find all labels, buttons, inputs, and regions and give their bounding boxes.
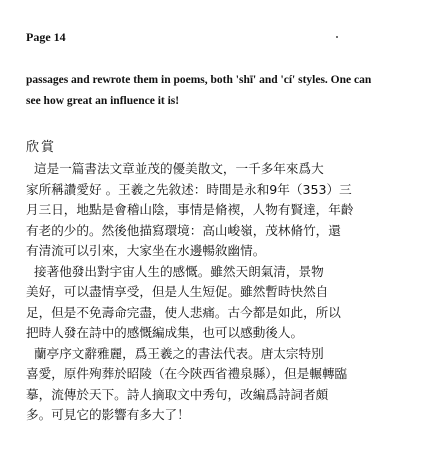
page-number: Page 14 [26,30,66,44]
paragraph-1-line: 這是一篇書法文章並茂的優美散文，一千多年來爲大 [34,161,324,176]
section-title: 欣賞 [26,140,57,155]
paragraph-2-line: 足，但是不免壽命完盡，使人悲痛。古今都是如此，所以 [26,304,341,320]
paragraph-1-line: 有清流可以引來，大家坐在水邊暢敘幽情。 [26,243,266,258]
paragraph-3-line: 摹，流傳於天下。詩人摘取文中秀句，改編爲詩詞者頗 [26,386,329,402]
paragraph-1-line: 月三日，地點是會稽山陰，事情是脩禊，人物有賢達，年齡 [26,202,354,217]
paragraph-3-line: 多。可見它的影響有多大了！ [26,407,190,422]
chinese-text [26,159,410,426]
stray-dot [336,36,338,38]
paragraph-3-line: 蘭亭序文辭雅麗，爲王羲之的書法代表。唐太宗特別 [34,345,324,361]
paragraph-2-line: 美好，可以盡情享受，但是人生短促。雖然暫時快然自 [26,284,329,299]
paragraph-3-line: 喜愛，原件殉葬於昭陵（在今陝西省禮泉縣），但是輾轉臨 [26,366,348,381]
english-paragraph [26,70,410,112]
paragraph-2-line: 把時人發在詩中的感慨編成集，也可以感動後人。 [26,325,304,340]
english-line: see how great an influence it is! [26,95,180,107]
paragraph-1-line: 有老的少的。然後他描寫環境：高山峻嶺，茂林脩竹，還 [26,222,341,238]
english-line: passages and rewrote them in poems, both 'shī' and 'cí' styles. One can [26,74,372,86]
paragraph-1-line: 家所稱讚愛好 。王羲之先敘述：時間是永和9年（353）三 [26,181,352,197]
paragraph-2-line: 接著他發出對宇宙人生的感慨。雖然天朗氣清，景物 [34,263,324,279]
